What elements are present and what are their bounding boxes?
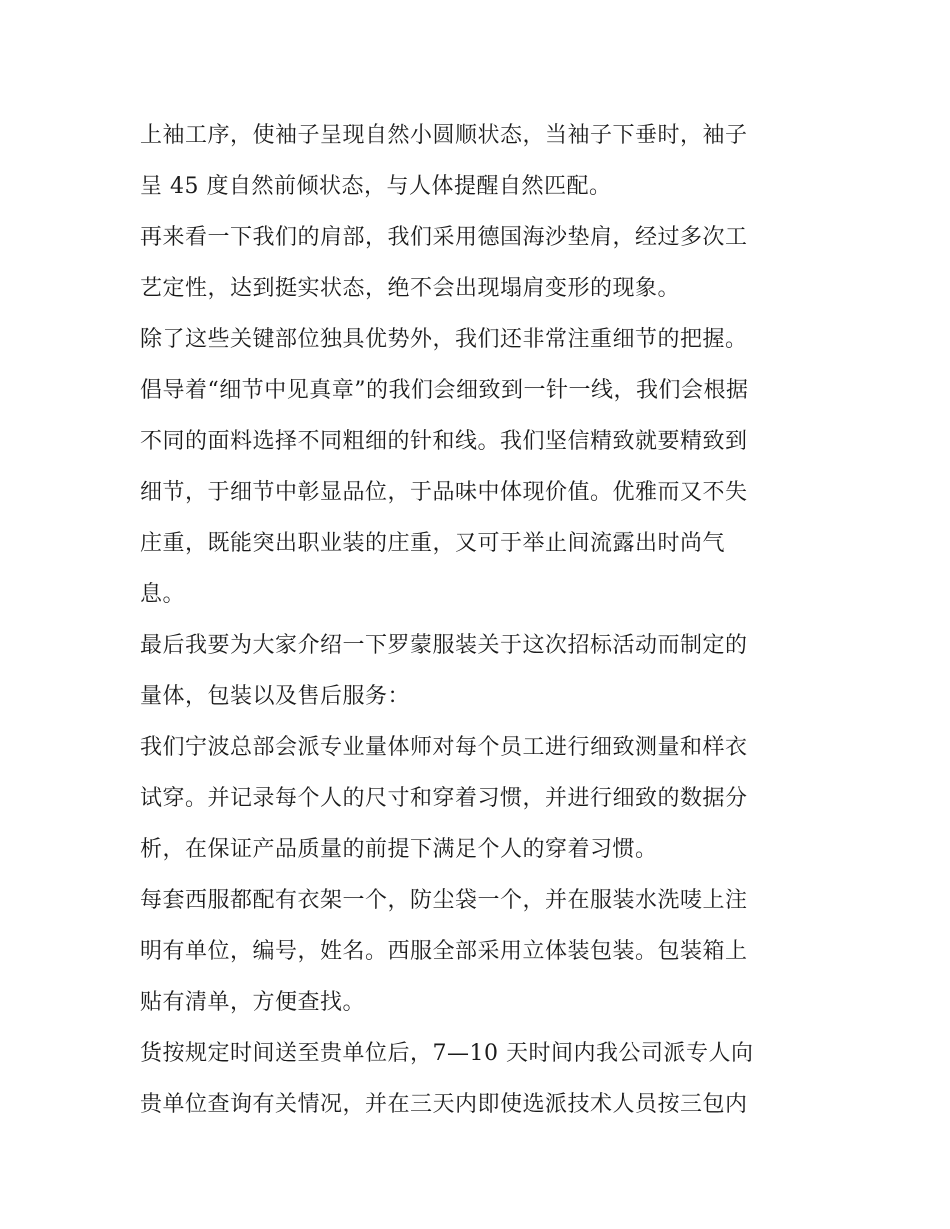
text-line: 细节，于细节中彰显品位，于品味中体现价值。优雅而又不失 [140,480,748,505]
paragraph-shoulder [140,212,820,314]
text-line: 庄重，既能突出职业装的庄重，又可于举止间流露出时尚气 [140,531,726,556]
text-line: 每套西服都配有衣架一个，防尘袋一个，并在服装水洗唛上注 [140,888,748,913]
text-line: 息。 [140,582,186,607]
document-body [140,110,820,1130]
paragraph-packaging [140,875,820,1028]
paragraph-sleeve [140,110,820,212]
text-line: 贵单位查询有关情况，并在三天内即使选派技术人员按三包内 [140,1092,748,1117]
text-line: 倡导着“细节中见真章”的我们会细致到一针一线，我们会根据 [140,378,749,403]
text-line: 量体，包装以及售后服务： [140,684,411,709]
text-line: 不同的面料选择不同粗细的针和线。我们坚信精致就要精致到 [140,429,748,454]
text-line: 我们宁波总部会派专业量体师对每个员工进行细致测量和样衣 [140,735,748,760]
text-line: 试穿。并记录每个人的尺寸和穿着习惯，并进行细致的数据分 [140,786,748,811]
text-line: 贴有清单，方便查找。 [140,990,366,1015]
paragraph-after-sales [140,1028,820,1130]
text-line: 析，在保证产品质量的前提下满足个人的穿着习惯。 [140,837,658,862]
paragraph-measurement [140,722,820,875]
paragraph-services-intro [140,620,820,722]
text-line: 明有单位，编号，姓名。西服全部采用立体装包装。包装箱上 [140,939,748,964]
text-line: 除了这些关键部位独具优势外，我们还非常注重细节的把握。 [140,327,748,352]
text-line: 货按规定时间送至贵单位后，7—10 天时间内我公司派专人向 [140,1041,754,1066]
text-line: 艺定性，达到挺实状态，绝不会出现塌肩变形的现象。 [140,276,681,301]
text-line: 再来看一下我们的肩部，我们采用德国海沙垫肩，经过多次工 [140,225,748,250]
paragraph-details [140,314,820,620]
text-line: 上袖工序，使袖子呈现自然小圆顺状态，当袖子下垂时，袖子 [140,123,748,148]
text-line: 呈 45 度自然前倾状态，与人体提醒自然匹配。 [140,174,612,199]
text-line: 最后我要为大家介绍一下罗蒙服装关于这次招标活动而制定的 [140,633,748,658]
